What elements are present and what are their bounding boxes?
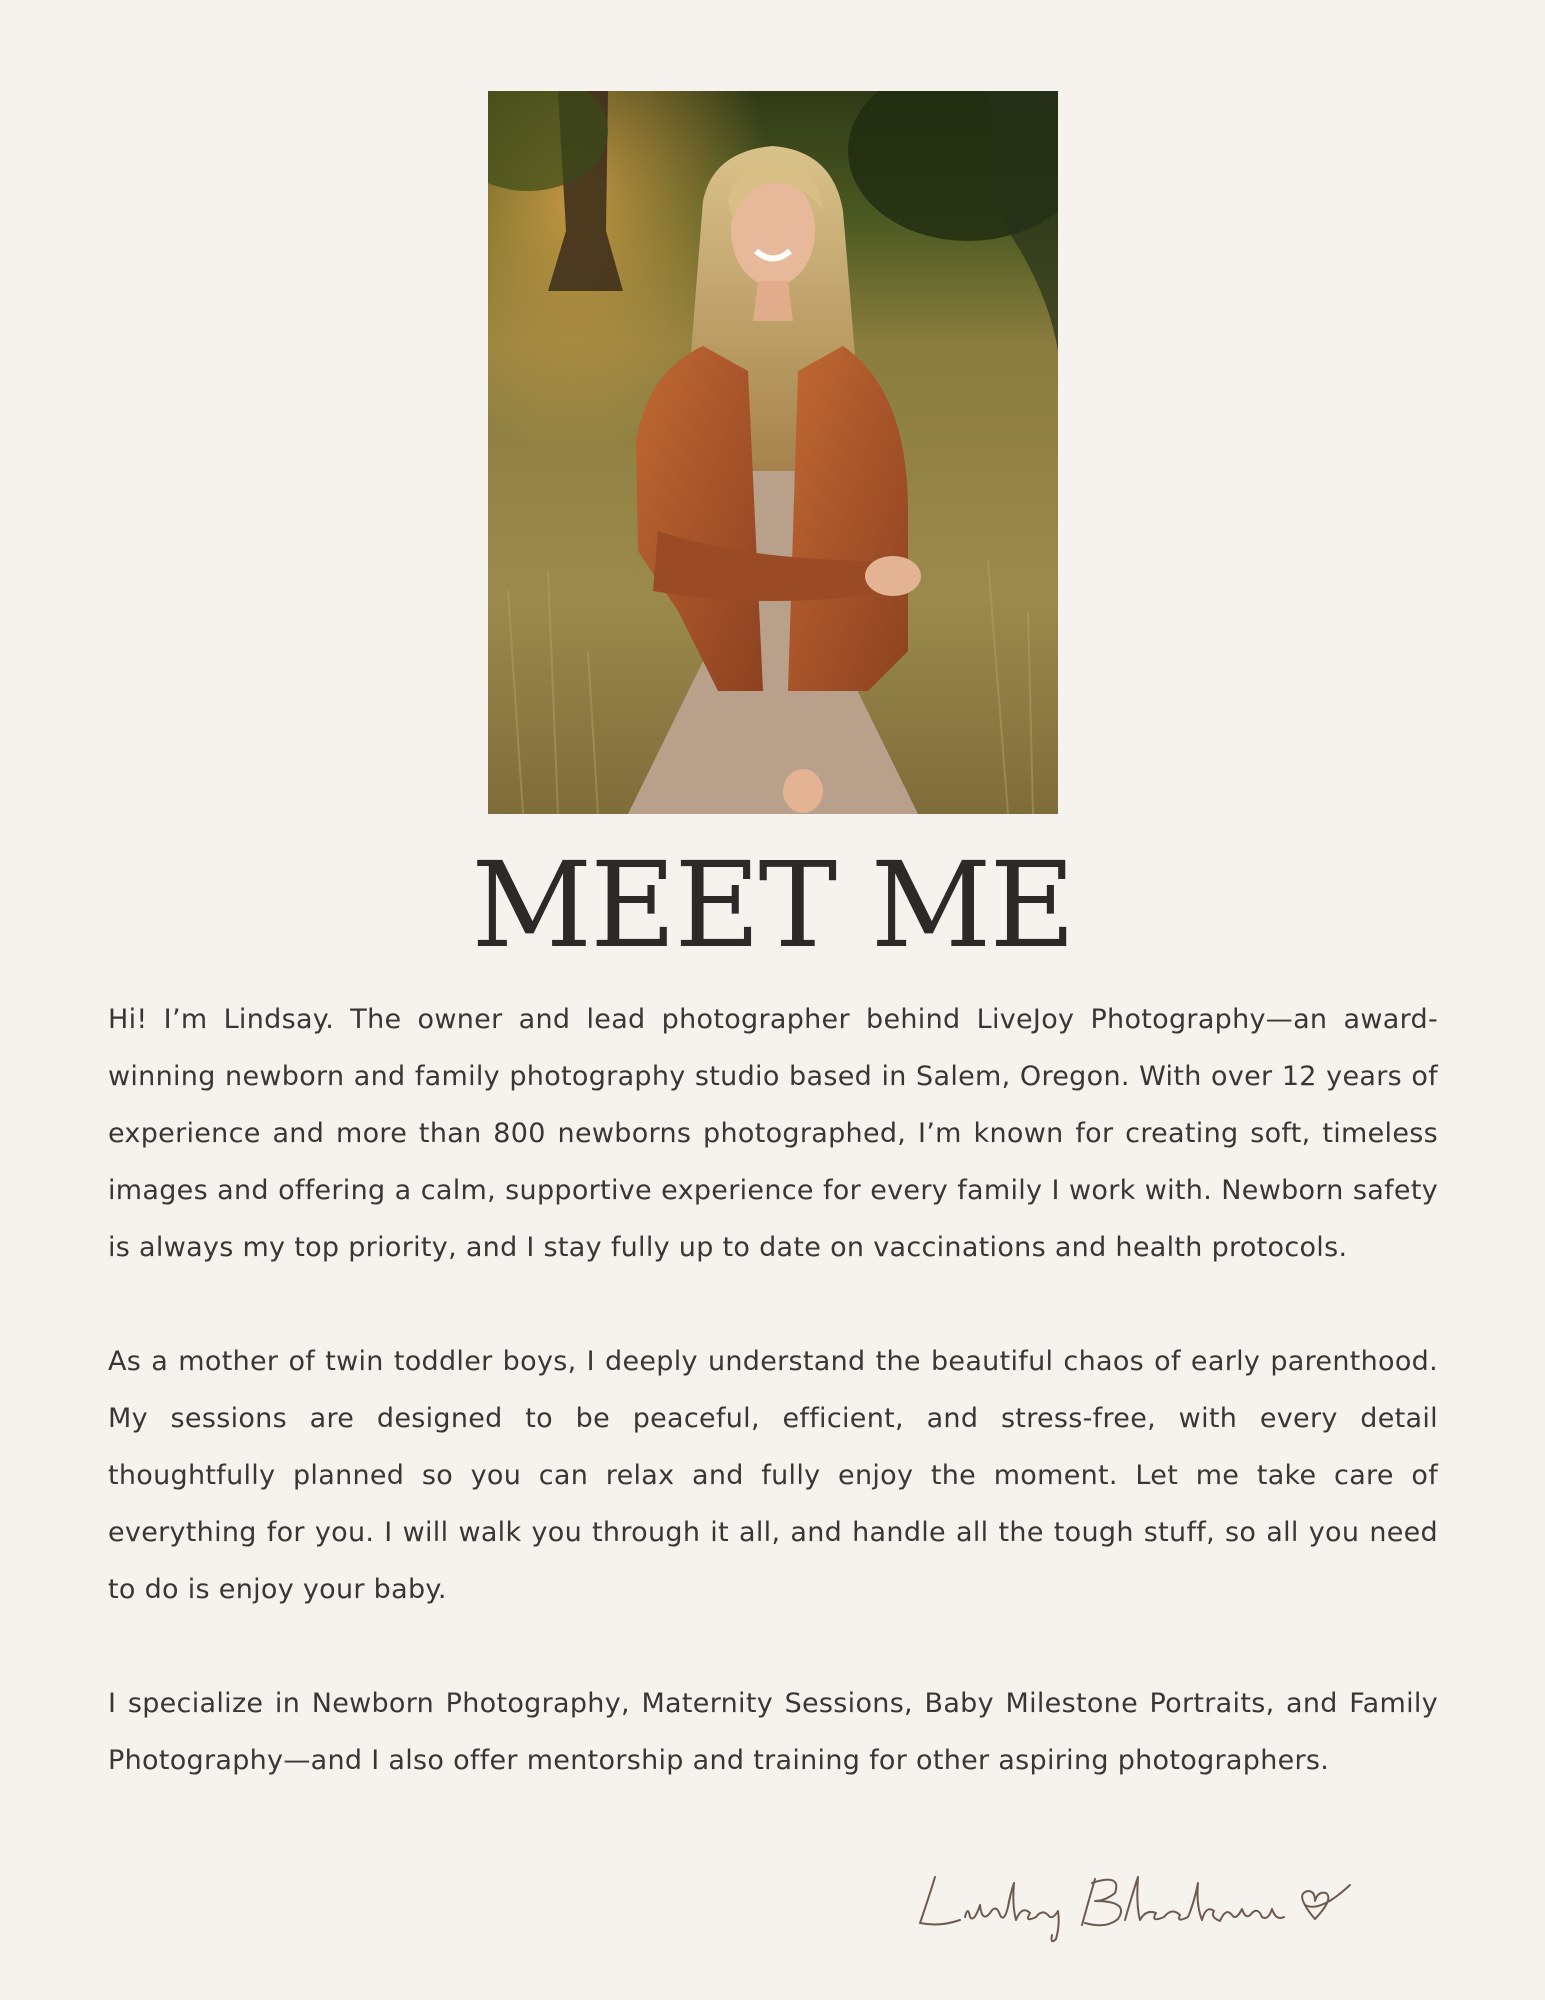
portrait-photo — [488, 91, 1058, 814]
bio-paragraph-specialties: I specialize in Newborn Photography, Maternity Sessions, Baby Milestone Portraits, and Family Photography—and I also offer mentorship and training for other aspiring photographers. — [108, 1688, 1438, 1776]
bio-paragraph-intro: Hi! I’m Lindsay. The owner and lead photographer behind LiveJoy Photography—an award-winning newborn and family photography studio based in Salem, Oregon. With over 12 years of experience and more than 800 newborns photographed, I’m known for creating soft, timeless images and offering a calm, supportive experience for every family I work with. Newborn safety is always my top priority, and I stay fully up to date on vaccinations and health protocols. — [108, 1004, 1438, 1263]
bio-paragraph-parenthood: As a mother of twin toddler boys, I deeply understand the beautiful chaos of early parenthood. My sessions are designed to be peaceful, efficient, and stress-free, with every detail thoughtfully planned so you can relax and fully enjoy the moment. Let me take care of everything for you. I will walk you through it all, and handle all the tough stuff, so all you need to do is enjoy your baby. — [108, 1346, 1438, 1605]
page-title: MEET ME — [471, 836, 1074, 974]
signature — [910, 1865, 1360, 1945]
bio-text — [108, 991, 1438, 1789]
